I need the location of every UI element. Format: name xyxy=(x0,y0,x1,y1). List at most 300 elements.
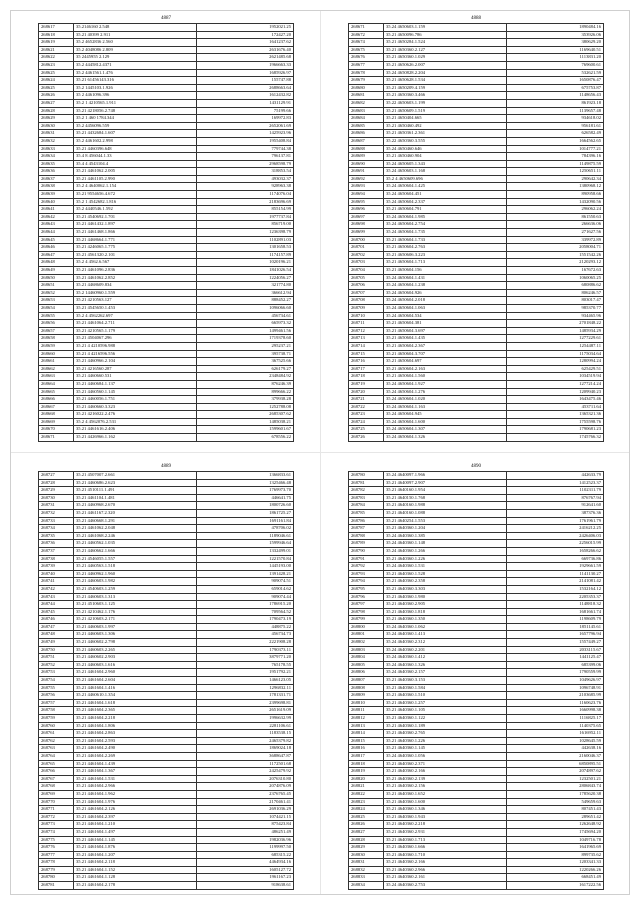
page-number: 4889 xyxy=(161,464,171,469)
row-code: 35.24 4650604.1.425 xyxy=(384,183,507,191)
row-id: 268804 xyxy=(349,654,384,662)
row-id: 268756 xyxy=(39,692,74,700)
row-code: 35.24 4650604.926 xyxy=(384,289,507,297)
table-row xyxy=(39,380,294,388)
data-table xyxy=(348,471,604,890)
row-id: 268814 xyxy=(349,730,384,738)
table-row xyxy=(349,304,604,312)
row-amount: 2691036.29 xyxy=(197,806,294,814)
row-id: 268751 xyxy=(39,654,74,662)
row-amount: 1102891.03 xyxy=(197,236,294,244)
row-id: 268747 xyxy=(39,623,74,631)
table-row xyxy=(349,350,604,358)
table-row xyxy=(349,790,604,798)
row-id: 268812 xyxy=(349,715,384,723)
row-amount: 456734.73 xyxy=(197,631,294,639)
row-code: 35.21 61456143.316 xyxy=(74,77,197,85)
row-code: 35.21 4640360.2.218 xyxy=(384,821,507,829)
table-row xyxy=(349,411,604,419)
table-row xyxy=(349,631,604,639)
table-row xyxy=(349,775,604,783)
row-id: 268820 xyxy=(349,775,384,783)
row-amount: 1599601.67 xyxy=(197,426,294,434)
row-amount: 685315.22 xyxy=(197,851,294,859)
row-amount: 1982036.96 xyxy=(197,836,294,844)
row-amount: 625429.51 xyxy=(507,365,604,373)
row-id: 268731 xyxy=(39,502,74,510)
row-amount: 2806843.74 xyxy=(507,783,604,791)
table-row xyxy=(349,175,604,183)
table-row xyxy=(39,251,294,259)
row-code: 35.21 4461604.1.416 xyxy=(74,684,197,692)
row-amount: 271627.56 xyxy=(507,229,604,237)
row-code: 35 2445955 2.129 xyxy=(74,54,197,62)
table-row xyxy=(39,350,294,358)
table-row xyxy=(349,373,604,381)
table-row xyxy=(349,806,604,814)
row-id: 268633 xyxy=(39,145,74,153)
row-amount: 1232501.21 xyxy=(507,775,604,783)
row-code: 35.21 4210565.1.179 xyxy=(74,327,197,335)
table-row xyxy=(39,115,294,123)
row-code: 35.21 4460610.1.354 xyxy=(74,692,197,700)
row-id: 268725 xyxy=(349,426,384,434)
table-row xyxy=(39,84,294,92)
row-amount: 876246.39 xyxy=(197,380,294,388)
row-amount: 2120293.12 xyxy=(507,259,604,267)
row-amount: 380629.20 xyxy=(507,39,604,47)
row-id: 268704 xyxy=(349,267,384,275)
table-row xyxy=(349,882,604,890)
row-code: 35.21 4460684.1.137 xyxy=(74,380,197,388)
table-row xyxy=(349,168,604,176)
row-id: 268720 xyxy=(349,388,384,396)
row-id: 268811 xyxy=(349,707,384,715)
row-code: 35.21 4640160.1.954 xyxy=(384,487,507,495)
row-code: 35.21 4461604.1.962 xyxy=(74,790,197,798)
table-row xyxy=(39,418,294,426)
row-code: 35.21 4460603.1.313 xyxy=(74,593,197,601)
table-row xyxy=(39,775,294,783)
row-code: 35.21 4650460.904 xyxy=(384,153,507,161)
table-row xyxy=(39,403,294,411)
row-code: 35.21 4650604.1.733 xyxy=(384,236,507,244)
table-row xyxy=(349,46,604,54)
row-amount: 909074.44 xyxy=(197,593,294,601)
row-code: 35.21 4640360.2.371 xyxy=(384,760,507,768)
row-amount: 1028645.59 xyxy=(507,737,604,745)
row-code: 35.21 4640360.1.528 xyxy=(384,570,507,578)
row-amount: 890958.66 xyxy=(507,191,604,199)
table-row xyxy=(39,616,294,624)
table-row xyxy=(39,760,294,768)
row-id: 268816 xyxy=(349,745,384,753)
row-amount: 2074897.62 xyxy=(507,768,604,776)
table-row xyxy=(39,547,294,555)
row-amount: 1499461.56 xyxy=(197,327,294,335)
row-code: 35.21 4461604.1.210 xyxy=(74,821,197,829)
row-id: 268640 xyxy=(39,198,74,206)
row-amount: 1790373.11 xyxy=(197,646,294,654)
row-amount: 1102311.79 xyxy=(507,487,604,495)
table-row xyxy=(39,236,294,244)
row-code: 35.21 4650404.665 xyxy=(384,115,507,123)
row-amount: 2348484.92 xyxy=(197,373,294,381)
row-code: 35.21 4461604.2.118 xyxy=(74,859,197,867)
row-code: 35.2 4440546.1.592 xyxy=(74,206,197,214)
row-id: 268703 xyxy=(349,259,384,267)
row-amount: 1841026.54 xyxy=(197,267,294,275)
row-code: 35.21 4640360.1.226 xyxy=(384,555,507,563)
row-id: 268634 xyxy=(39,153,74,161)
table-row xyxy=(349,130,604,138)
row-code: 35.21 4460668.1.291 xyxy=(74,517,197,525)
row-code: 35.4 4 4543104.4 xyxy=(74,160,197,168)
table-row xyxy=(349,821,604,829)
row-id: 268627 xyxy=(39,99,74,107)
row-amount: 876767.94 xyxy=(507,494,604,502)
row-id: 268664 xyxy=(39,380,74,388)
row-amount: 709564.52 xyxy=(197,608,294,616)
table-row xyxy=(349,494,604,502)
row-id: 268807 xyxy=(349,677,384,685)
row-id: 268622 xyxy=(39,54,74,62)
row-id: 268669 xyxy=(39,418,74,426)
table-row xyxy=(39,836,294,844)
row-amount: 1781331.71 xyxy=(197,692,294,700)
row-amount: 549659.63 xyxy=(507,798,604,806)
table-row xyxy=(349,623,604,631)
table-row xyxy=(39,798,294,806)
data-table xyxy=(38,23,294,442)
table-row xyxy=(349,669,604,677)
row-id: 268733 xyxy=(39,517,74,525)
row-code: 35.21 4461604.1.618 xyxy=(74,699,197,707)
table-row xyxy=(349,509,604,517)
row-amount: 1929661.59 xyxy=(507,563,604,571)
table-row xyxy=(39,175,294,183)
row-code: 35.21 4461068.2.246 xyxy=(74,532,197,540)
table-row xyxy=(349,312,604,320)
row-code: 35.24 4650604.2.337 xyxy=(384,198,507,206)
row-code: 35.21 4650604.697 xyxy=(384,358,507,366)
row-id: 268708 xyxy=(349,297,384,305)
row-id: 268660 xyxy=(39,350,74,358)
table-row xyxy=(349,570,604,578)
quadrant-top-left xyxy=(21,15,311,442)
row-id: 268796 xyxy=(349,593,384,601)
row-amount: 1951792.21 xyxy=(197,669,294,677)
table-row xyxy=(39,54,294,62)
row-id: 268829 xyxy=(349,844,384,852)
row-amount: 4464934.16 xyxy=(197,859,294,867)
row-code: 35.21 4640360.1.189 xyxy=(384,722,507,730)
table-row xyxy=(39,304,294,312)
table-row xyxy=(349,335,604,343)
row-amount: 1641965.69 xyxy=(507,844,604,852)
table-row xyxy=(349,77,604,85)
row-code: 35.24 4640360.1.385 xyxy=(384,532,507,540)
table-row xyxy=(39,532,294,540)
row-amount: 779744.38 xyxy=(197,145,294,153)
row-amount: 1650876.47 xyxy=(507,77,604,85)
row-code: 35.21 4640360.2.966 xyxy=(384,866,507,874)
row-amount: 1174076.04 xyxy=(197,191,294,199)
row-code: 35.24 4650604.945 xyxy=(384,411,507,419)
row-amount: 875423.84 xyxy=(197,821,294,829)
table-row xyxy=(39,707,294,715)
table-row xyxy=(349,828,604,836)
row-amount: 446641.75 xyxy=(197,494,294,502)
row-code: 35.21 4650626.2.007 xyxy=(384,61,507,69)
row-amount: 2685307.62 xyxy=(197,411,294,419)
row-code: 35.24 4650604.1.276 xyxy=(384,388,507,396)
row-code: 35.21 4640360.1.204 xyxy=(384,525,507,533)
row-amount: 478706.02 xyxy=(197,525,294,533)
row-amount: 1641237.62 xyxy=(197,39,294,47)
row-id: 268805 xyxy=(349,661,384,669)
row-id: 268823 xyxy=(349,798,384,806)
row-code: 35.2 4 4650609.696 xyxy=(384,175,507,183)
row-code: 35.21 4510603.1.125 xyxy=(74,601,197,609)
row-code: 35.21 4640360.2.161 xyxy=(384,874,507,882)
table-row xyxy=(349,737,604,745)
row-id: 268643 xyxy=(39,221,74,229)
row-id: 268626 xyxy=(39,92,74,100)
row-code: 35.21 4461604.2.863 xyxy=(74,730,197,738)
row-id: 268668 xyxy=(39,411,74,419)
table-row xyxy=(349,813,604,821)
row-id: 268625 xyxy=(39,84,74,92)
row-code: 35.21 4650360.3.466 xyxy=(384,92,507,100)
row-code: 35.21 4216022.2.476 xyxy=(74,411,197,419)
row-code: 35.4 8 456044.1.33 xyxy=(74,153,197,161)
row-amount: 1236398.79 xyxy=(197,229,294,237)
table-row xyxy=(39,137,294,145)
row-code: 35.24 4650604.1.238 xyxy=(384,282,507,290)
row-code: 35.21 4650360.2.127 xyxy=(384,46,507,54)
table-row xyxy=(39,373,294,381)
row-id: 268727 xyxy=(39,472,74,480)
row-id: 268780 xyxy=(39,874,74,882)
row-code: 35.21 4460966.2.104 xyxy=(74,358,197,366)
row-id: 268728 xyxy=(39,479,74,487)
table-row xyxy=(349,555,604,563)
table-row xyxy=(39,844,294,852)
row-id: 268687 xyxy=(349,137,384,145)
row-code: 35.21 4640360.2.139 xyxy=(384,775,507,783)
row-code: 35.21 4461062.2.005 xyxy=(74,168,197,176)
row-code: 35.21 4640360.3.303 xyxy=(384,585,507,593)
row-id: 268797 xyxy=(349,601,384,609)
row-amount: 1254487.11 xyxy=(507,342,604,350)
row-amount: 1485038.21 xyxy=(197,418,294,426)
row-code: 35.2 4456096.559 xyxy=(74,122,197,130)
row-id: 268757 xyxy=(39,699,74,707)
row-amount: 1551542.26 xyxy=(507,251,604,259)
row-code: 35.21 4461104.1.481 xyxy=(74,494,197,502)
row-amount: 2701848.22 xyxy=(507,320,604,328)
row-id: 268781 xyxy=(349,479,384,487)
row-id: 268657 xyxy=(39,327,74,335)
row-amount: 1252788.08 xyxy=(197,403,294,411)
row-id: 268716 xyxy=(349,358,384,366)
row-amount: 367525.66 xyxy=(197,358,294,366)
row-amount: 1466123.05 xyxy=(197,677,294,685)
row-code: 35.24 4640360.2.753 xyxy=(384,882,507,890)
row-amount: 861550.63 xyxy=(507,213,604,221)
row-amount: 1365321.36 xyxy=(507,411,604,419)
table-row xyxy=(349,532,604,540)
row-code: 35.21 4468609.834 xyxy=(74,282,197,290)
row-id: 268674 xyxy=(349,39,384,47)
row-code: 35.24 4640360.1.326 xyxy=(384,661,507,669)
row-amount: 1148656.43 xyxy=(507,92,604,100)
row-code: 35.21 4650096.786 xyxy=(384,31,507,39)
row-id: 268762 xyxy=(39,737,74,745)
row-code: 35.21 4640360.2.166 xyxy=(384,859,507,867)
row-code: 35.2 14460960.1.559 xyxy=(74,289,197,297)
row-amount: 1955408.84 xyxy=(197,137,294,145)
row-code: 35.22 4650360.3.555 xyxy=(384,137,507,145)
table-row xyxy=(39,669,294,677)
row-code: 35.21 4461604.1.976 xyxy=(74,798,197,806)
table-row xyxy=(39,479,294,487)
table-row xyxy=(349,874,604,882)
row-amount: 295237.21 xyxy=(197,342,294,350)
row-code: 35.24 4650604.1.307 xyxy=(384,426,507,434)
row-id: 268658 xyxy=(39,335,74,343)
row-code: 35.21 4461604.2.126 xyxy=(74,806,197,814)
row-amount: 626179.27 xyxy=(197,365,294,373)
row-amount: 1441125.47 xyxy=(507,654,604,662)
row-amount: 796137.81 xyxy=(197,153,294,161)
row-code: 35.21 4461604.1.367 xyxy=(74,768,197,776)
row-code: 35.21 4461604.1.497 xyxy=(74,828,197,836)
table-row xyxy=(39,608,294,616)
row-code: 35.21 4650604.1.435 xyxy=(384,335,507,343)
row-amount: 1250651.11 xyxy=(507,168,604,176)
table-row xyxy=(39,555,294,563)
table-row xyxy=(39,122,294,130)
row-id: 268782 xyxy=(349,487,384,495)
row-code: 35.21 4461604.2.365 xyxy=(74,707,197,715)
row-amount: 659014.62 xyxy=(197,585,294,593)
row-code: 35.24 4640360.1.266 xyxy=(384,547,507,555)
row-code: 35.2 4652836 2.560 xyxy=(74,39,197,47)
row-id: 268830 xyxy=(349,851,384,859)
row-id: 268715 xyxy=(349,350,384,358)
table-row xyxy=(349,760,604,768)
row-code: 35.24 4650605.1.343 xyxy=(384,160,507,168)
table-row xyxy=(39,365,294,373)
row-code: 35.21 4460603.1.982 xyxy=(74,578,197,586)
row-amount: 493032.37 xyxy=(197,175,294,183)
row-id: 268684 xyxy=(349,115,384,123)
row-amount: 379938.28 xyxy=(197,396,294,404)
row-code: 35.21 4461604.2.490 xyxy=(74,745,197,753)
row-amount: 934465.96 xyxy=(507,312,604,320)
table-row xyxy=(349,122,604,130)
table-row xyxy=(39,183,294,191)
row-code: 35.24 4650604.1.735 xyxy=(384,229,507,237)
table-row xyxy=(349,730,604,738)
row-id: 268705 xyxy=(349,274,384,282)
row-code: 35.21 40399 2.911 xyxy=(74,31,197,39)
table-row xyxy=(349,426,604,434)
row-code: 35.21 4540603.1.259 xyxy=(74,585,197,593)
row-amount: 318853.54 xyxy=(197,168,294,176)
row-id: 268803 xyxy=(349,646,384,654)
table-row xyxy=(39,494,294,502)
row-amount: 1425923.96 xyxy=(197,130,294,138)
row-id: 268632 xyxy=(39,137,74,145)
table-row xyxy=(349,229,604,237)
row-amount: 1199997.50 xyxy=(197,844,294,852)
row-id: 268659 xyxy=(39,342,74,350)
row-id: 268827 xyxy=(349,828,384,836)
row-amount: 1139657.48 xyxy=(507,107,604,115)
row-amount: 1183538.15 xyxy=(197,730,294,738)
table-row xyxy=(39,646,294,654)
table-row xyxy=(39,335,294,343)
row-id: 268766 xyxy=(39,768,74,776)
table-row xyxy=(349,540,604,548)
table-row xyxy=(39,874,294,882)
row-amount: 856719.00 xyxy=(197,221,294,229)
row-amount: 1691161.84 xyxy=(197,517,294,525)
table-row xyxy=(349,24,604,32)
row-amount: 448875.22 xyxy=(197,623,294,631)
table-row xyxy=(349,267,604,275)
row-code: 35.2 4 4562076.2.531 xyxy=(74,418,197,426)
row-code: 35.24 4650828.2.204 xyxy=(384,69,507,77)
row-id: 268666 xyxy=(39,396,74,404)
table-row xyxy=(349,639,604,647)
row-id: 268655 xyxy=(39,312,74,320)
row-amount: 1786915.20 xyxy=(197,601,294,609)
row-code: 35.21 4 4210596.988 xyxy=(74,342,197,350)
row-id: 268696 xyxy=(349,206,384,214)
row-id: 268651 xyxy=(39,282,74,290)
table-row xyxy=(349,289,604,297)
row-id: 268714 xyxy=(349,342,384,350)
row-id: 268832 xyxy=(349,866,384,874)
row-id: 268635 xyxy=(39,160,74,168)
row-amount: 1745694.20 xyxy=(507,828,604,836)
row-id: 268743 xyxy=(39,593,74,601)
row-amount: 2652061.69 xyxy=(197,122,294,130)
row-amount: 1485934.29 xyxy=(507,327,604,335)
row-id: 268619 xyxy=(39,39,74,47)
row-amount: 1020196.21 xyxy=(197,259,294,267)
row-id: 268758 xyxy=(39,707,74,715)
row-code: 35.24 4650604.1.985 xyxy=(384,213,507,221)
row-id: 268617 xyxy=(39,24,74,32)
table-row xyxy=(349,578,604,586)
table-row xyxy=(39,790,294,798)
row-amount: 1599946.64 xyxy=(197,540,294,548)
row-code: 35.21 4460603.1.616 xyxy=(74,661,197,669)
row-amount: 1432090.56 xyxy=(507,198,604,206)
row-code: 35.21 4640360.1.818 xyxy=(384,608,507,616)
row-amount: 909074.51 xyxy=(197,578,294,586)
row-id: 268735 xyxy=(39,532,74,540)
row-amount: 2651619.09 xyxy=(197,707,294,715)
table-row xyxy=(349,183,604,191)
row-id: 268818 xyxy=(349,760,384,768)
row-id: 268817 xyxy=(349,752,384,760)
